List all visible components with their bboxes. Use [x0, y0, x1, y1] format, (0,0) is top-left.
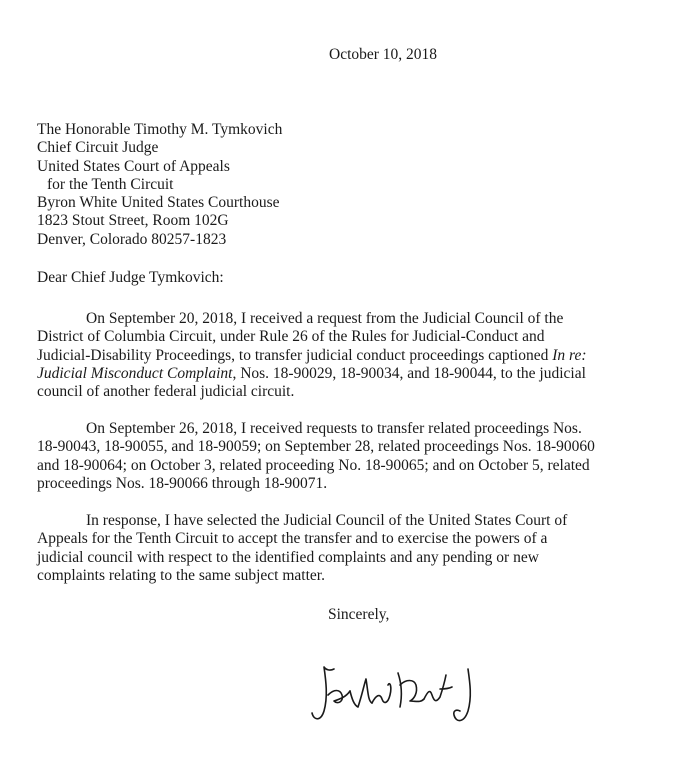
signature-stroke: [372, 684, 391, 703]
signature-stroke: [454, 669, 471, 721]
case-caption: Judicial Misconduct Complaint: [37, 364, 233, 382]
salutation: Dear Chief Judge Tymkovich:: [37, 269, 224, 286]
recipient-court: United States Court of Appeals: [37, 157, 230, 175]
closing: Sincerely,: [328, 606, 390, 623]
line-text: Judicial-Disability Proceedings, to transfer judicial conduct proceedings captioned: [37, 346, 553, 364]
paragraph-line: complaints relating to the same subject matter.: [37, 566, 325, 584]
recipient-building: Byron White United States Courthouse: [37, 194, 280, 212]
recipient-circuit: for the Tenth Circuit: [47, 175, 174, 193]
line-text: , Nos. 18-90029, 18-90034, and 18-90044, to the judicial: [232, 364, 586, 382]
paragraph-line: On September 20, 2018, I received a request from the Judicial Council of the: [86, 310, 564, 327]
paragraph-line: judicial council with respect to the identified complaints and any pending or new: [37, 548, 539, 566]
recipient-address: [37, 121, 282, 249]
handwritten-signature: [306, 655, 486, 735]
paragraph-line: and 18-90064; on October 3, related proceeding No. 18-90065; and on October 5, related: [37, 456, 590, 474]
paragraph-transfer-request: [37, 310, 637, 401]
recipient-street: 1823 Stout Street, Room 102G: [37, 212, 229, 230]
paragraph-line: council of another federal judicial circuit.: [37, 383, 295, 401]
paragraph-line: 18-90043, 18-90055, and 18-90059; on September 28, related proceedings Nos. 18-90060: [37, 438, 595, 456]
paragraph-response: [37, 512, 637, 585]
paragraph-line: District of Columbia Circuit, under Rule 26 of the Rules for Judicial-Conduct and: [37, 328, 545, 346]
paragraph-line: proceedings Nos. 18-90066 through 18-90071.: [37, 474, 328, 492]
letter-date: October 10, 2018: [329, 46, 438, 63]
signature-stroke: [350, 679, 372, 707]
paragraph-line: In response, I have selected the Judicial Council of the United States Court of: [86, 512, 568, 529]
signature-stroke: [424, 675, 452, 701]
paragraph-line: Appeals for the Tenth Circuit to accept the transfer and to exercise the powers of a: [37, 530, 548, 548]
paragraph-line: [37, 365, 637, 383]
recipient-name: The Honorable Timothy M. Tymkovich: [37, 121, 283, 138]
signature-stroke: [328, 691, 350, 703]
case-caption: In re:: [552, 346, 587, 364]
recipient-title: Chief Circuit Judge: [37, 139, 159, 157]
signature-stroke: [398, 673, 424, 707]
paragraph-line: On September 26, 2018, I received requests to transfer related proceedings Nos.: [86, 420, 582, 437]
recipient-city: Denver, Colorado 80257-1823: [37, 230, 227, 248]
paragraph-line: [37, 347, 637, 365]
paragraph-related-requests: [37, 420, 637, 493]
